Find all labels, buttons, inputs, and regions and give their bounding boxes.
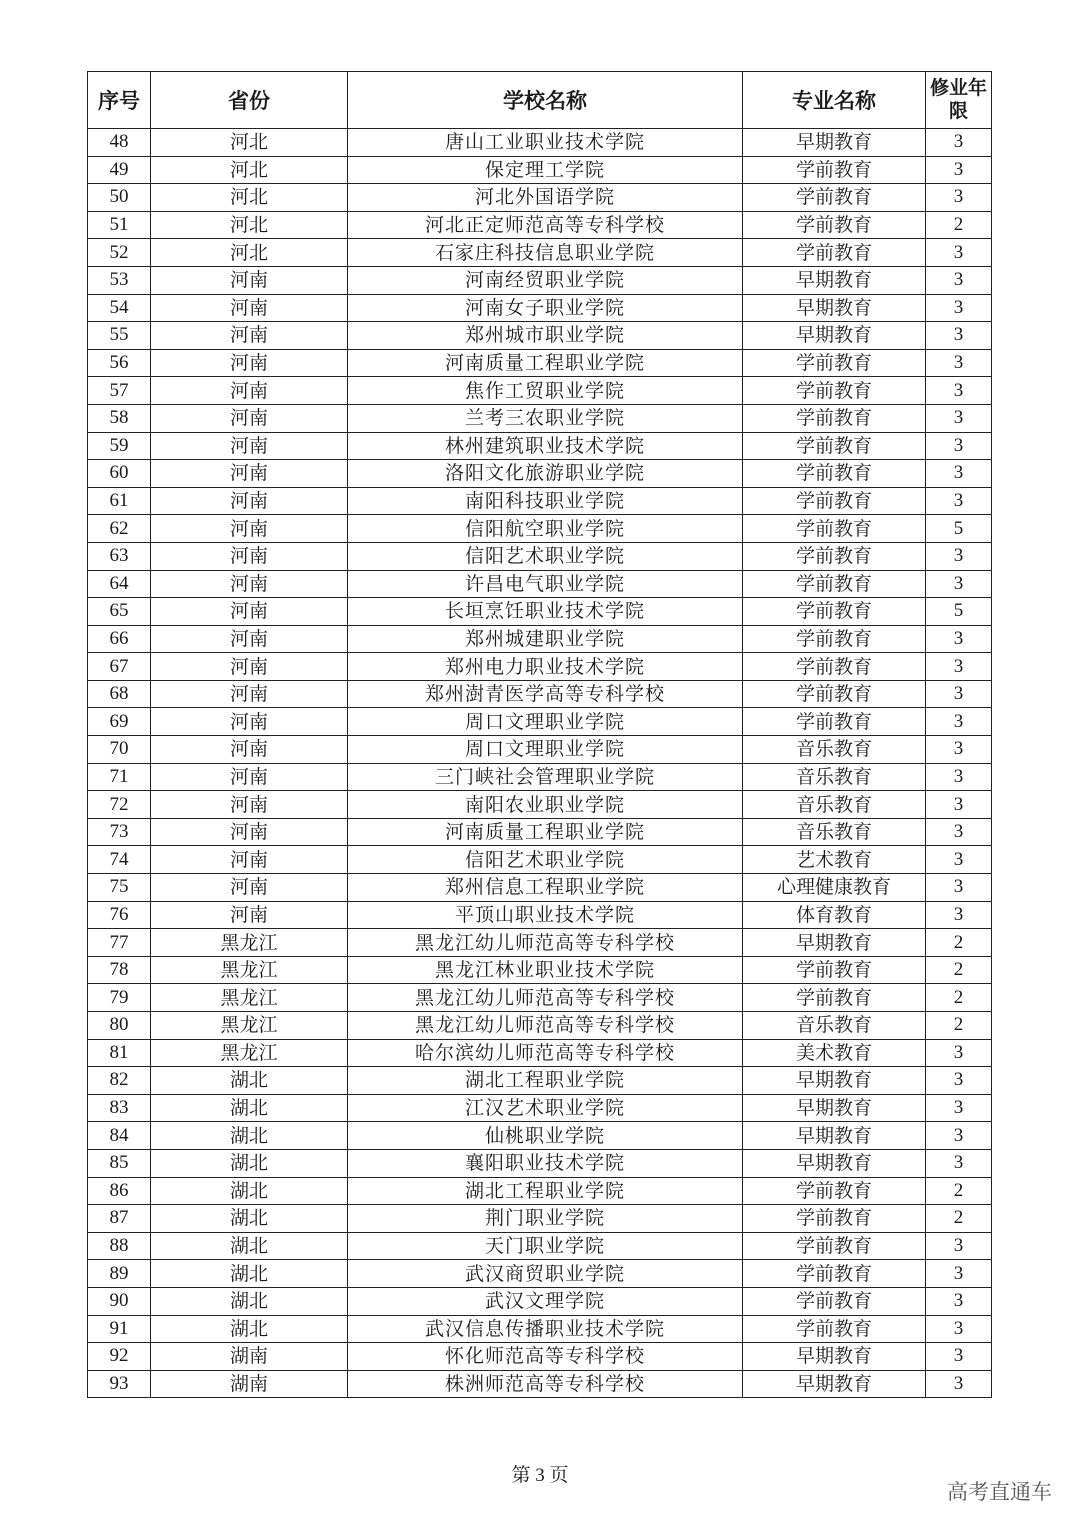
cell-years: 3: [926, 1094, 992, 1122]
table-row: [88, 1370, 992, 1398]
cell-school: 洛阳文化旅游职业学院: [348, 460, 743, 488]
cell-major: 音乐教育: [743, 763, 926, 791]
cell-seq: 66: [88, 625, 151, 653]
cell-years: 5: [926, 598, 992, 626]
cell-province: 湖北: [151, 1205, 348, 1233]
cell-major: 早期教育: [743, 1094, 926, 1122]
cell-years: 3: [926, 625, 992, 653]
cell-seq: 80: [88, 1012, 151, 1040]
cell-seq: 59: [88, 432, 151, 460]
cell-years: 2: [926, 956, 992, 984]
table-row: [88, 1122, 992, 1150]
cell-seq: 92: [88, 1343, 151, 1371]
cell-major: 学前教育: [743, 625, 926, 653]
cell-years: 3: [926, 487, 992, 515]
cell-major: 早期教育: [743, 1122, 926, 1150]
table-row: [88, 818, 992, 846]
cell-years: 3: [926, 266, 992, 294]
cell-seq: 88: [88, 1232, 151, 1260]
cell-school: 郑州电力职业技术学院: [348, 653, 743, 681]
cell-school: 武汉商贸职业学院: [348, 1260, 743, 1288]
cell-major: 学前教育: [743, 404, 926, 432]
cell-school: 武汉信息传播职业技术学院: [348, 1315, 743, 1343]
cell-school: 黑龙江林业职业技术学院: [348, 956, 743, 984]
cell-seq: 87: [88, 1205, 151, 1233]
cell-seq: 90: [88, 1287, 151, 1315]
cell-years: 2: [926, 1205, 992, 1233]
cell-seq: 57: [88, 377, 151, 405]
cell-province: 河南: [151, 708, 348, 736]
cell-major: 音乐教育: [743, 818, 926, 846]
cell-major: 早期教育: [743, 129, 926, 157]
cell-province: 河南: [151, 846, 348, 874]
cell-school: 天门职业学院: [348, 1232, 743, 1260]
cell-school: 河北正定师范高等专科学校: [348, 211, 743, 239]
cell-major: 早期教育: [743, 266, 926, 294]
cell-province: 湖北: [151, 1260, 348, 1288]
cell-seq: 61: [88, 487, 151, 515]
table-header: [88, 72, 992, 129]
cell-years: 3: [926, 239, 992, 267]
cell-province: 湖南: [151, 1343, 348, 1371]
cell-major: 早期教育: [743, 294, 926, 322]
cell-seq: 85: [88, 1149, 151, 1177]
cell-major: 学前教育: [743, 460, 926, 488]
cell-seq: 68: [88, 680, 151, 708]
cell-major: 学前教育: [743, 708, 926, 736]
cell-seq: 65: [88, 598, 151, 626]
cell-major: 早期教育: [743, 1370, 926, 1398]
table-row: [88, 1260, 992, 1288]
cell-major: 艺术教育: [743, 846, 926, 874]
table-row: [88, 680, 992, 708]
table-row: [88, 377, 992, 405]
cell-school: 兰考三农职业学院: [348, 404, 743, 432]
cell-school: 河南经贸职业学院: [348, 266, 743, 294]
cell-major: 学前教育: [743, 570, 926, 598]
cell-years: 3: [926, 1122, 992, 1150]
cell-years: 3: [926, 129, 992, 157]
cell-school: 黑龙江幼儿师范高等专科学校: [348, 1012, 743, 1040]
table-row: [88, 1232, 992, 1260]
cell-major: 学前教育: [743, 156, 926, 184]
cell-province: 湖北: [151, 1149, 348, 1177]
cell-seq: 70: [88, 736, 151, 764]
watermark: 高考直通车: [947, 1480, 1052, 1504]
table-row: [88, 432, 992, 460]
cell-major: 学前教育: [743, 598, 926, 626]
cell-major: 学前教育: [743, 1315, 926, 1343]
cell-province: 河北: [151, 239, 348, 267]
cell-province: 河南: [151, 487, 348, 515]
cell-province: 河南: [151, 598, 348, 626]
cell-province: 河南: [151, 377, 348, 405]
cell-province: 河南: [151, 322, 348, 350]
table-row: [88, 1067, 992, 1095]
cell-major: 学前教育: [743, 487, 926, 515]
cell-years: 3: [926, 294, 992, 322]
cell-years: 3: [926, 432, 992, 460]
table-body: [88, 129, 992, 1398]
table-row: [88, 708, 992, 736]
cell-major: 学前教育: [743, 1260, 926, 1288]
header-row: [88, 72, 992, 129]
cell-seq: 83: [88, 1094, 151, 1122]
cell-seq: 72: [88, 791, 151, 819]
cell-seq: 91: [88, 1315, 151, 1343]
table-row: [88, 294, 992, 322]
cell-province: 河北: [151, 184, 348, 212]
cell-years: 2: [926, 929, 992, 957]
cell-seq: 84: [88, 1122, 151, 1150]
cell-major: 音乐教育: [743, 791, 926, 819]
cell-years: 3: [926, 1260, 992, 1288]
cell-seq: 62: [88, 515, 151, 543]
cell-seq: 79: [88, 984, 151, 1012]
cell-school: 长垣烹饪职业技术学院: [348, 598, 743, 626]
cell-major: 音乐教育: [743, 736, 926, 764]
cell-major: 学前教育: [743, 542, 926, 570]
cell-years: 3: [926, 653, 992, 681]
table-row: [88, 625, 992, 653]
cell-province: 河南: [151, 570, 348, 598]
cell-province: 湖南: [151, 1370, 348, 1398]
cell-province: 河南: [151, 736, 348, 764]
cell-major: 音乐教育: [743, 1012, 926, 1040]
header-major: 专业名称: [743, 72, 926, 129]
cell-major: 学前教育: [743, 515, 926, 543]
cell-major: 学前教育: [743, 653, 926, 681]
cell-province: 河北: [151, 156, 348, 184]
cell-years: 2: [926, 1012, 992, 1040]
table-row: [88, 598, 992, 626]
cell-seq: 89: [88, 1260, 151, 1288]
cell-major: 学前教育: [743, 184, 926, 212]
cell-province: 河南: [151, 404, 348, 432]
cell-major: 学前教育: [743, 956, 926, 984]
cell-province: 河南: [151, 680, 348, 708]
cell-province: 湖北: [151, 1287, 348, 1315]
table-row: [88, 1177, 992, 1205]
cell-school: 焦作工贸职业学院: [348, 377, 743, 405]
cell-seq: 78: [88, 956, 151, 984]
cell-province: 湖北: [151, 1122, 348, 1150]
header-province: 省份: [151, 72, 348, 129]
cell-province: 河南: [151, 542, 348, 570]
cell-school: 三门峡社会管理职业学院: [348, 763, 743, 791]
cell-school: 湖北工程职业学院: [348, 1177, 743, 1205]
table-row: [88, 1343, 992, 1371]
cell-seq: 64: [88, 570, 151, 598]
cell-years: 3: [926, 846, 992, 874]
table-row: [88, 956, 992, 984]
table-row: [88, 1094, 992, 1122]
cell-school: 荆门职业学院: [348, 1205, 743, 1233]
cell-province: 河南: [151, 432, 348, 460]
table-row: [88, 239, 992, 267]
cell-seq: 81: [88, 1039, 151, 1067]
cell-school: 哈尔滨幼儿师范高等专科学校: [348, 1039, 743, 1067]
cell-province: 湖北: [151, 1232, 348, 1260]
cell-province: 黑龙江: [151, 1012, 348, 1040]
cell-major: 早期教育: [743, 322, 926, 350]
cell-school: 保定理工学院: [348, 156, 743, 184]
cell-seq: 58: [88, 404, 151, 432]
table-row: [88, 984, 992, 1012]
cell-province: 湖北: [151, 1067, 348, 1095]
page-number: 第 3 页: [511, 1465, 569, 1486]
cell-major: 学前教育: [743, 1287, 926, 1315]
cell-years: 3: [926, 542, 992, 570]
cell-school: 襄阳职业技术学院: [348, 1149, 743, 1177]
cell-years: 3: [926, 1370, 992, 1398]
cell-school: 河北外国语学院: [348, 184, 743, 212]
table-row: [88, 322, 992, 350]
cell-province: 河南: [151, 460, 348, 488]
cell-school: 河南质量工程职业学院: [348, 349, 743, 377]
cell-school: 武汉文理学院: [348, 1287, 743, 1315]
cell-school: 河南质量工程职业学院: [348, 818, 743, 846]
cell-seq: 51: [88, 211, 151, 239]
table-row: [88, 791, 992, 819]
cell-years: 3: [926, 763, 992, 791]
cell-school: 怀化师范高等专科学校: [348, 1343, 743, 1371]
cell-school: 郑州信息工程职业学院: [348, 874, 743, 902]
cell-major: 早期教育: [743, 929, 926, 957]
cell-seq: 48: [88, 129, 151, 157]
cell-province: 河南: [151, 901, 348, 929]
cell-province: 湖北: [151, 1177, 348, 1205]
cell-school: 株洲师范高等专科学校: [348, 1370, 743, 1398]
cell-major: 早期教育: [743, 1343, 926, 1371]
table-row: [88, 1315, 992, 1343]
cell-major: 学前教育: [743, 1232, 926, 1260]
cell-province: 黑龙江: [151, 956, 348, 984]
cell-province: 河南: [151, 653, 348, 681]
cell-seq: 82: [88, 1067, 151, 1095]
table-row: [88, 404, 992, 432]
cell-province: 河南: [151, 625, 348, 653]
table-row: [88, 1149, 992, 1177]
cell-seq: 86: [88, 1177, 151, 1205]
cell-years: 3: [926, 322, 992, 350]
cell-years: 3: [926, 901, 992, 929]
table-row: [88, 487, 992, 515]
cell-seq: 67: [88, 653, 151, 681]
cell-major: 体育教育: [743, 901, 926, 929]
header-school: 学校名称: [348, 72, 743, 129]
cell-province: 河北: [151, 211, 348, 239]
cell-years: 3: [926, 818, 992, 846]
cell-years: 3: [926, 1067, 992, 1095]
table-row: [88, 1205, 992, 1233]
header-years: 修业年限: [926, 72, 992, 129]
table-row: [88, 266, 992, 294]
table-row: [88, 901, 992, 929]
cell-years: 3: [926, 736, 992, 764]
cell-school: 周口文理职业学院: [348, 736, 743, 764]
cell-province: 河南: [151, 294, 348, 322]
cell-school: 许昌电气职业学院: [348, 570, 743, 598]
cell-seq: 75: [88, 874, 151, 902]
cell-years: 3: [926, 874, 992, 902]
cell-seq: 93: [88, 1370, 151, 1398]
cell-years: 2: [926, 1177, 992, 1205]
cell-years: 3: [926, 460, 992, 488]
table-row: [88, 1012, 992, 1040]
cell-major: 美术教育: [743, 1039, 926, 1067]
cell-years: 5: [926, 515, 992, 543]
cell-major: 学前教育: [743, 349, 926, 377]
cell-seq: 76: [88, 901, 151, 929]
cell-major: 学前教育: [743, 1205, 926, 1233]
table-row: [88, 570, 992, 598]
cell-seq: 53: [88, 266, 151, 294]
cell-years: 3: [926, 791, 992, 819]
cell-years: 3: [926, 184, 992, 212]
cell-major: 学前教育: [743, 680, 926, 708]
cell-years: 3: [926, 680, 992, 708]
cell-province: 河南: [151, 266, 348, 294]
cell-school: 河南女子职业学院: [348, 294, 743, 322]
cell-seq: 55: [88, 322, 151, 350]
cell-school: 信阳航空职业学院: [348, 515, 743, 543]
cell-province: 河南: [151, 349, 348, 377]
cell-province: 黑龙江: [151, 984, 348, 1012]
table-row: [88, 184, 992, 212]
table-row: [88, 763, 992, 791]
table-row: [88, 515, 992, 543]
cell-school: 唐山工业职业技术学院: [348, 129, 743, 157]
cell-seq: 60: [88, 460, 151, 488]
cell-years: 3: [926, 1287, 992, 1315]
cell-years: 3: [926, 377, 992, 405]
cell-major: 早期教育: [743, 1149, 926, 1177]
cell-major: 心理健康教育: [743, 874, 926, 902]
cell-seq: 73: [88, 818, 151, 846]
table-row: [88, 460, 992, 488]
cell-major: 学前教育: [743, 432, 926, 460]
cell-school: 黑龙江幼儿师范高等专科学校: [348, 929, 743, 957]
cell-seq: 52: [88, 239, 151, 267]
cell-major: 早期教育: [743, 1067, 926, 1095]
table-row: [88, 653, 992, 681]
cell-seq: 50: [88, 184, 151, 212]
cell-years: 3: [926, 570, 992, 598]
cell-province: 河北: [151, 129, 348, 157]
table-row: [88, 156, 992, 184]
cell-seq: 77: [88, 929, 151, 957]
cell-years: 3: [926, 404, 992, 432]
cell-province: 河南: [151, 763, 348, 791]
cell-school: 仙桃职业学院: [348, 1122, 743, 1150]
cell-school: 南阳农业职业学院: [348, 791, 743, 819]
table-row: [88, 349, 992, 377]
cell-years: 3: [926, 708, 992, 736]
cell-school: 郑州城市职业学院: [348, 322, 743, 350]
cell-seq: 63: [88, 542, 151, 570]
cell-school: 平顶山职业技术学院: [348, 901, 743, 929]
table-row: [88, 929, 992, 957]
cell-years: 3: [926, 156, 992, 184]
cell-province: 河南: [151, 874, 348, 902]
cell-province: 河南: [151, 791, 348, 819]
cell-school: 南阳科技职业学院: [348, 487, 743, 515]
cell-school: 湖北工程职业学院: [348, 1067, 743, 1095]
cell-school: 信阳艺术职业学院: [348, 542, 743, 570]
cell-seq: 56: [88, 349, 151, 377]
cell-province: 湖北: [151, 1094, 348, 1122]
cell-province: 河南: [151, 515, 348, 543]
cell-years: 2: [926, 211, 992, 239]
table-row: [88, 874, 992, 902]
cell-years: 3: [926, 1232, 992, 1260]
header-seq: 序号: [88, 72, 151, 129]
cell-seq: 69: [88, 708, 151, 736]
cell-major: 学前教育: [743, 377, 926, 405]
cell-province: 河南: [151, 818, 348, 846]
cell-years: 3: [926, 1039, 992, 1067]
table-row: [88, 129, 992, 157]
cell-years: 2: [926, 984, 992, 1012]
table-row: [88, 1287, 992, 1315]
cell-major: 学前教育: [743, 239, 926, 267]
cell-seq: 49: [88, 156, 151, 184]
cell-years: 3: [926, 1343, 992, 1371]
cell-province: 湖北: [151, 1315, 348, 1343]
cell-seq: 74: [88, 846, 151, 874]
cell-years: 3: [926, 349, 992, 377]
cell-province: 黑龙江: [151, 1039, 348, 1067]
cell-school: 郑州城建职业学院: [348, 625, 743, 653]
cell-school: 黑龙江幼儿师范高等专科学校: [348, 984, 743, 1012]
cell-school: 周口文理职业学院: [348, 708, 743, 736]
cell-school: 林州建筑职业技术学院: [348, 432, 743, 460]
cell-school: 石家庄科技信息职业学院: [348, 239, 743, 267]
table-row: [88, 211, 992, 239]
cell-school: 江汉艺术职业学院: [348, 1094, 743, 1122]
table-row: [88, 846, 992, 874]
table-row: [88, 542, 992, 570]
table-row: [88, 736, 992, 764]
cell-years: 3: [926, 1315, 992, 1343]
cell-school: 信阳艺术职业学院: [348, 846, 743, 874]
schools-table: [87, 71, 992, 1398]
cell-major: 学前教育: [743, 984, 926, 1012]
cell-seq: 71: [88, 763, 151, 791]
cell-school: 郑州澍青医学高等专科学校: [348, 680, 743, 708]
table-row: [88, 1039, 992, 1067]
cell-years: 3: [926, 1149, 992, 1177]
cell-province: 黑龙江: [151, 929, 348, 957]
cell-major: 学前教育: [743, 1177, 926, 1205]
cell-seq: 54: [88, 294, 151, 322]
cell-major: 学前教育: [743, 211, 926, 239]
